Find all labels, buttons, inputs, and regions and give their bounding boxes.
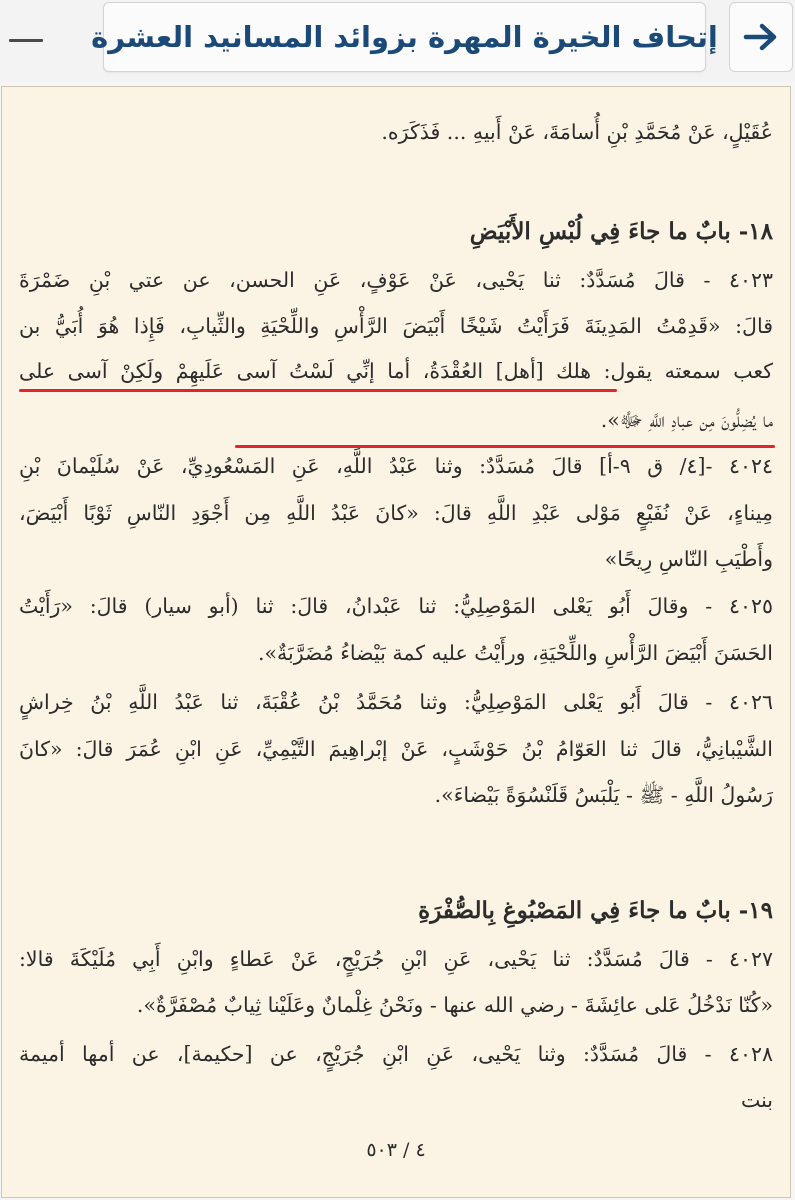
book-title: إتحاف الخيرة المهرة بزوائد المسانيد العشرة xyxy=(91,20,718,54)
text-line: ٤٠٢٥ - وقالَ أَبُو يَعْلى المَوْصِلِيُّ: ثنا عَبْدانُ، قالَ: ثنا (أبو سيار) قالَ: «رَأَيْتُ xyxy=(19,594,773,618)
text-line: ما يُضِلُّونَ مِن عبادِ اللَّهِ ﷻ». xyxy=(600,408,773,432)
menu-button[interactable] xyxy=(6,20,46,60)
chapter-heading: ١٨- بابٌ ما جاءَ فِي لُبْسِ الأَبْيَضِ xyxy=(469,218,773,245)
text-line: ٤٠٢٣ - قالَ مُسَدَّدٌ: ثنا يَحْيى، عَنْ عَوْفٍ، عَنِ الحسن، عن عتي بْنِ ضَمْرَةَ xyxy=(19,268,773,292)
text-line: الشَّيْبانِيُّ، قالَ ثنا العَوّامُ بْنُ حَوْشَبٍ، عَنْ إبْراهِيمَ التَّيْمِيِّ، عَنِ ابْنِ عُمَرَ قالَ: «كانَ xyxy=(19,737,773,761)
text-line: بنت xyxy=(740,1088,773,1112)
text-line: كعب سمعته يقول: هلك [أهل] العُقْدَةُ، أما إنِّي لَسْتُ آسى عَلَيهِمْ ولَكِنْ آسى على xyxy=(19,359,773,383)
text-line: ٤٠٢٤ -[٤/ ق ٩-أ] قالَ مُسَدَّدٌ: وثنا عَبْدُ اللَّهِ، عَنِ المَسْعُودِيِّ، عَنْ سُلَيْمانَ بْنِ xyxy=(19,454,773,478)
menu-icon xyxy=(9,39,43,42)
book-page xyxy=(1,86,791,1198)
page-number: ٤ / ٥٠٣ xyxy=(366,1139,426,1161)
highlight-underline xyxy=(19,389,617,392)
top-bar xyxy=(0,0,795,82)
text-line: الحَسَنَ أَبْيَضَ الرَّأْسِ واللِّحْيَةِ، ورأَيْتُ عليه كمة بَيْضاءُ مُضَرَّبَةٌ». xyxy=(257,641,773,665)
text-line: مِيناءٍ، عَنْ نُفَيْعٍ مَوْلى عَبْدِ اللَّهِ قالَ: «كانَ عَبْدُ اللَّهِ مِن أَجْوَدِ النّاسِ ثَوْبًا أَبْيَضَ، xyxy=(19,501,773,525)
chapter-heading: ١٩- بابٌ ما جاءَ فِي المَصْبُوغِ بِالصُّفْرَةِ xyxy=(418,897,773,924)
text-line: ٤٠٢٨ - قالَ مُسَدَّدٌ: وثنا يَحْيى، عَنِ ابْنِ جُرَيْجٍ، عن [حكيمة]، عن أمها أميمة xyxy=(19,1042,773,1066)
text-line: قالَ: «قَدِمْتُ المَدِينَةَ فَرَأَيْتُ شَيْخًا أَبْيَضَ الرَّأْسِ واللِّحْيَةِ والثِّيابِ، فَإِذا هُوَ أُبَيُّ بن xyxy=(19,314,773,338)
text-line: وأَطْيَبِ النّاسِ رِيحًا» xyxy=(604,547,773,571)
text-line: «كُنّا نَدْخُلُ عَلى عائِشَةَ - رضي الله عنها - ونَحْنُ غِلْمانٌ وعَلَيْنا ثِيابٌ مُصْفَرَّةٌ». xyxy=(136,993,773,1017)
back-button[interactable] xyxy=(729,2,793,72)
arrow-right-icon xyxy=(743,22,779,52)
title-box xyxy=(91,2,718,72)
highlight-underline xyxy=(235,445,775,448)
text-line: ٤٠٢٦ - قالَ أَبُو يَعْلى المَوْصِلِيُّ: وثنا مُحَمَّدُ بْنُ عُقْبَةَ، ثنا عَبْدُ اللَّهِ بْنُ خِراشٍ xyxy=(19,690,773,714)
text-line: ٤٠٢٧ - قالَ مُسَدَّدٌ: ثنا يَحْيى، عَنِ ابْنِ جُرَيْجٍ، عَنْ عَطاءٍ وابْنِ أَبِي مُلَيْكَةَ قالا: xyxy=(19,947,773,971)
text-line: عُقَيْلٍ، عَنْ مُحَمَّدِ بْنِ أُسامَةَ، عَنْ أَبيهِ ... فَذَكَرَه. xyxy=(381,120,773,144)
text-line: رَسُولُ اللَّهِ - ﷺ - يَلْبَسُ قَلَنْسُوَةً بَيْضاءَ». xyxy=(434,783,773,807)
